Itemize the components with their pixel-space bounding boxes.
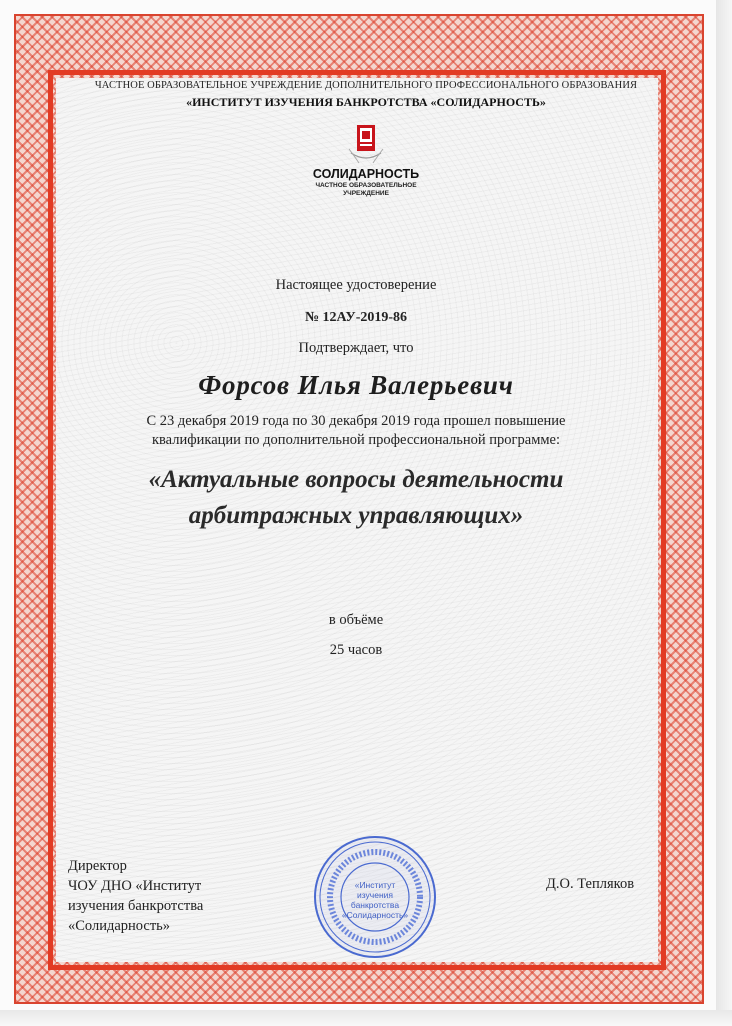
institution-name: «ИНСТИТУТ ИЗУЧЕНИЯ БАНКРОТСТВА «СОЛИДАРНОСТЬ» — [186, 95, 546, 109]
stamp-text-2: изучения — [356, 890, 393, 900]
scan-bottom-edge — [0, 1010, 732, 1026]
period-line-2: квалификации по дополнительной профессиональной программе: — [151, 432, 561, 448]
signature-org-line-2: изучения банкротства — [68, 898, 204, 914]
logo-subtitle-2: УЧРЕЖДЕНИЕ — [343, 190, 389, 197]
program-title-line-2: арбитражных управляющих» — [188, 502, 524, 529]
signature-org-line-1: ЧОУ ДНО «Институт — [68, 878, 202, 894]
certificate-number: № 12АУ-2019-86 — [304, 310, 408, 325]
certificate-title: Настоящее удостоверение — [275, 277, 437, 293]
signature-org-line-3: «Солидарность» — [68, 918, 171, 934]
volume-label: в объёме — [328, 612, 384, 628]
program-title-line-1: «Актуальные вопросы деятельности — [148, 466, 564, 493]
logo-name: СОЛИДАРНОСТЬ — [312, 167, 420, 181]
stamp-text-3: банкротства — [350, 900, 400, 910]
stamp-text-4: «Солидарность» — [341, 910, 409, 920]
institution-type: ЧАСТНОЕ ОБРАЗОВАТЕЛЬНОЕ УЧРЕЖДЕНИЕ ДОПОЛНИТЕЛЬНОГО ПРОФЕССИОНАЛЬНОГО ОБРАЗОВАНИЯ — [94, 80, 638, 91]
logo-subtitle-1: ЧАСТНОЕ ОБРАЗОВАТЕЛЬНОЕ — [315, 182, 417, 189]
signature-title: Директор — [68, 858, 127, 874]
institution-logo — [290, 123, 442, 203]
period-line-1: С 23 декабря 2019 года по 30 декабря 2019 года прошел повышение — [146, 413, 566, 429]
official-stamp — [310, 832, 440, 962]
hours-value: 25 часов — [329, 642, 383, 658]
stamp-text-1: «Институт — [354, 880, 396, 890]
book-logo-icon — [347, 123, 385, 167]
confirms-text: Подтверждает, что — [298, 340, 414, 356]
recipient-name: Форсов Илья Валерьевич — [198, 370, 514, 400]
director-name: Д.О. Тепляков — [546, 876, 635, 892]
scan-edge — [716, 0, 732, 1026]
